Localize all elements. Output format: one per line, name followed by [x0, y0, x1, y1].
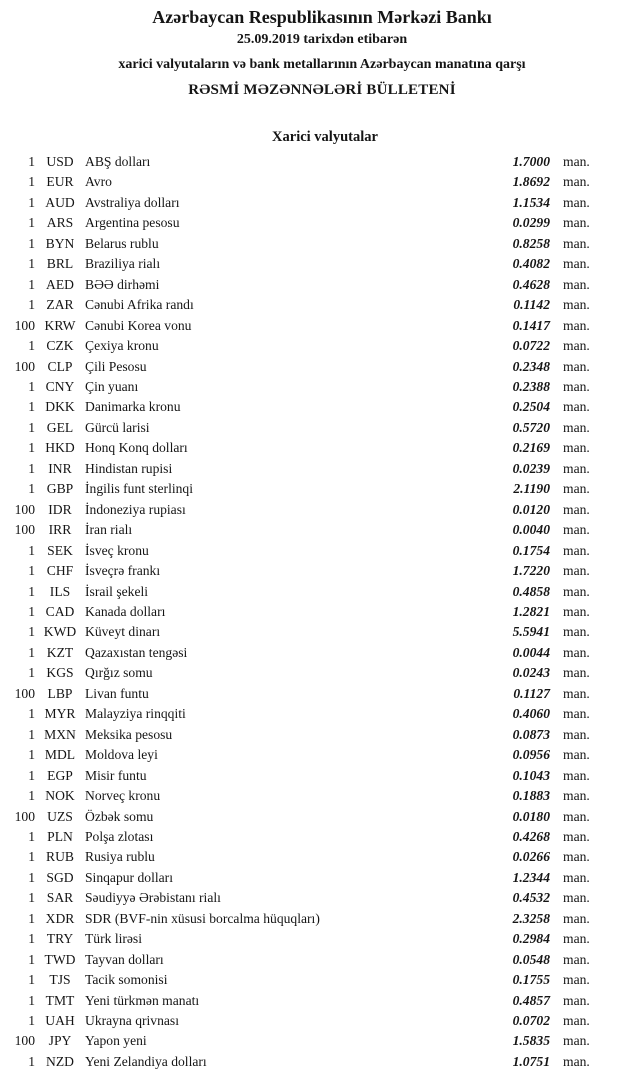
currency-quantity: 1: [28, 726, 35, 742]
unit-label: man.: [563, 583, 590, 599]
currency-name: Meksika pesosu: [85, 726, 173, 742]
unit-label: man.: [563, 828, 590, 844]
currency-quantity: 1: [28, 297, 35, 313]
currency-quantity: 1: [28, 951, 35, 967]
unit-label: man.: [563, 951, 590, 967]
unit-label: man.: [563, 706, 590, 722]
currency-quantity: 1: [28, 338, 35, 354]
currency-name: Tayvan dolları: [85, 951, 164, 967]
currency-rate: 1.5835: [512, 1033, 550, 1049]
currency-code: CHF: [46, 563, 74, 579]
currency-quantity: 1: [28, 624, 35, 640]
unit-label: man.: [563, 378, 590, 394]
currency-rate: 0.0239: [512, 460, 550, 476]
unit-label: man.: [563, 972, 590, 988]
currency-code: MXN: [44, 726, 76, 742]
currency-quantity: 100: [14, 808, 35, 824]
rate-row: [0, 786, 620, 806]
currency-rate: 0.0120: [512, 501, 550, 517]
currency-name: Yeni türkmən manatı: [85, 992, 200, 1008]
currency-name: SDR (BVF-nin xüsusi borcalma hüquqları): [85, 910, 320, 926]
unit-label: man.: [563, 235, 590, 251]
unit-label: man.: [563, 440, 590, 456]
currency-code: ILS: [49, 583, 71, 599]
currency-code: KWD: [43, 624, 77, 640]
rate-row: [0, 766, 620, 786]
currency-rate: 0.2348: [512, 358, 550, 374]
currency-quantity: 1: [28, 194, 35, 210]
currency-code: SEK: [47, 542, 73, 558]
unit-label: man.: [563, 931, 590, 947]
currency-quantity: 1: [28, 399, 35, 415]
currency-quantity: 1: [28, 931, 35, 947]
currency-name: Norveç kronu: [85, 788, 161, 804]
bulletin-header: [0, 0, 620, 103]
currency-rate: 0.5720: [512, 419, 550, 435]
rate-row: [0, 520, 620, 540]
currency-code: AED: [46, 276, 74, 292]
currency-quantity: 1: [28, 174, 35, 190]
currency-rate: 1.1534: [512, 194, 550, 210]
unit-label: man.: [563, 154, 590, 169]
currency-name: Avstraliya dolları: [85, 194, 180, 210]
currency-rate: 0.0040: [512, 522, 550, 538]
rate-row: [0, 970, 620, 990]
currency-code: CZK: [46, 338, 74, 354]
currency-rate: 1.2821: [512, 603, 550, 619]
currency-quantity: 1: [28, 603, 35, 619]
rate-row: [0, 929, 620, 949]
currency-rate: 0.0722: [512, 338, 550, 354]
rate-row: [0, 745, 620, 765]
unit-label: man.: [563, 665, 590, 681]
currency-rate: 0.0243: [512, 665, 550, 681]
currency-name: Argentina pesosu: [85, 215, 180, 231]
currency-rate: 0.0266: [512, 849, 550, 865]
unit-label: man.: [563, 174, 590, 190]
rate-row: [0, 684, 620, 704]
rate-row: [0, 193, 620, 213]
currency-quantity: 1: [28, 992, 35, 1008]
currency-rate: 0.2984: [512, 931, 550, 947]
currency-quantity: 1: [28, 563, 35, 579]
currency-rate: 1.7000: [512, 154, 550, 169]
currency-code: TRY: [46, 931, 74, 947]
unit-label: man.: [563, 603, 590, 619]
currency-quantity: 1: [28, 644, 35, 660]
rate-row: [0, 479, 620, 499]
currency-quantity: 1: [28, 419, 35, 435]
unit-label: man.: [563, 869, 590, 885]
currency-rate: 0.0956: [512, 747, 550, 763]
currency-rate: 0.1142: [513, 297, 550, 313]
unit-label: man.: [563, 215, 590, 231]
rate-row: [0, 213, 620, 233]
currency-code: CNY: [45, 378, 75, 394]
currency-rate: 0.4857: [512, 992, 550, 1008]
unit-label: man.: [563, 788, 590, 804]
currency-code: UZS: [47, 808, 73, 824]
unit-label: man.: [563, 501, 590, 517]
currency-quantity: 1: [28, 828, 35, 844]
currency-name: Yeni Zelandiya dolları: [85, 1053, 207, 1069]
rate-row: [0, 254, 620, 274]
currency-quantity: 100: [14, 685, 35, 701]
currency-name: Küveyt dinarı: [85, 624, 161, 640]
currency-code: LBP: [47, 685, 73, 701]
currency-quantity: 1: [28, 747, 35, 763]
currency-name: Rusiya rublu: [85, 849, 155, 865]
currency-name: Səudiyyə Ərəbistanı rialı: [85, 890, 221, 906]
currency-name: Polşa zlotası: [85, 828, 154, 844]
currency-quantity: 1: [28, 706, 35, 722]
unit-label: man.: [563, 276, 590, 292]
currency-rate: 1.0751: [512, 1053, 550, 1069]
currency-rate: 0.0044: [512, 644, 550, 660]
currency-rate: 2.3258: [512, 910, 550, 926]
rate-row: [0, 1052, 620, 1072]
rate-row: [0, 500, 620, 520]
currency-rate: 0.1755: [512, 972, 550, 988]
currency-quantity: 100: [14, 522, 35, 538]
currency-code: CAD: [45, 603, 75, 619]
currency-rate: 2.1190: [513, 481, 550, 497]
currency-code: NOK: [45, 788, 75, 804]
currency-quantity: 1: [28, 910, 35, 926]
currency-code: BYN: [45, 235, 75, 251]
currency-rate: 0.1417: [512, 317, 550, 333]
currency-quantity: 1: [28, 215, 35, 231]
currency-rate: 0.0873: [512, 726, 550, 742]
unit-label: man.: [563, 419, 590, 435]
currency-code: TWD: [44, 951, 76, 967]
currency-code: GEL: [46, 419, 74, 435]
rate-row: [0, 1011, 620, 1031]
currency-code: DKK: [45, 399, 75, 415]
currency-name: Ukrayna qrivnası: [85, 1013, 179, 1029]
currency-code: KZT: [46, 644, 74, 660]
rate-row: [0, 827, 620, 847]
rate-row: [0, 888, 620, 908]
currency-quantity: 100: [14, 1033, 35, 1049]
rate-row: [0, 807, 620, 827]
effective-date: 25.09.2019 tarixdən etibarən: [236, 32, 408, 47]
currency-code: MDL: [44, 747, 76, 763]
bank-name: Azərbaycan Respublikasının Mərkəzi Bankı: [152, 7, 492, 27]
unit-label: man.: [563, 338, 590, 354]
rate-row: [0, 316, 620, 336]
unit-label: man.: [563, 481, 590, 497]
currency-rate: 0.0180: [512, 808, 550, 824]
section-title-foreign-currencies: Xarici valyutalar: [272, 129, 378, 145]
currency-quantity: 1: [28, 972, 35, 988]
currency-name: Moldova leyi: [85, 747, 158, 763]
currency-rate: 0.4532: [512, 890, 550, 906]
currency-code: JPY: [48, 1033, 72, 1049]
currency-rate: 1.7220: [512, 563, 550, 579]
currency-name: Livan funtu: [85, 685, 149, 701]
rate-row: [0, 868, 620, 888]
rate-row: [0, 336, 620, 356]
unit-label: man.: [563, 563, 590, 579]
currency-rate: 0.4858: [512, 583, 550, 599]
currency-quantity: 1: [28, 378, 35, 394]
rate-row: [0, 582, 620, 602]
rate-row: [0, 643, 620, 663]
currency-rate: 0.4628: [512, 276, 550, 292]
currency-name: Qırğız somu: [85, 665, 153, 681]
currency-name: Honq Konq dolları: [85, 440, 188, 456]
rate-row: [0, 295, 620, 315]
currency-code: TMT: [45, 992, 75, 1008]
rate-row: [0, 357, 620, 377]
currency-quantity: 1: [28, 276, 35, 292]
rate-row: [0, 459, 620, 479]
unit-label: man.: [563, 890, 590, 906]
currency-rate: 1.8692: [512, 174, 550, 190]
unit-label: man.: [563, 297, 590, 313]
currency-code: GBP: [46, 481, 74, 497]
unit-label: man.: [563, 1013, 590, 1029]
currency-rate: 1.2344: [512, 869, 550, 885]
currency-quantity: 1: [28, 1053, 35, 1069]
unit-label: man.: [563, 317, 590, 333]
unit-label: man.: [563, 522, 590, 538]
currency-name: Misir funtu: [85, 767, 147, 783]
rate-row: [0, 561, 620, 581]
currency-quantity: 100: [14, 317, 35, 333]
currency-name: Çili Pesosu: [85, 358, 147, 374]
currency-code: ZAR: [46, 297, 74, 313]
currency-rate: 0.2169: [512, 440, 550, 456]
currency-name: Avro: [85, 174, 112, 190]
rate-row: [0, 622, 620, 642]
currency-rate: 0.8258: [512, 235, 550, 251]
rate-row: [0, 275, 620, 295]
currency-code: XDR: [45, 910, 75, 926]
currency-quantity: 1: [28, 767, 35, 783]
rate-row: [0, 152, 620, 172]
currency-quantity: 1: [28, 460, 35, 476]
currency-code: HKD: [45, 440, 75, 456]
unit-label: man.: [563, 542, 590, 558]
currency-quantity: 1: [28, 256, 35, 272]
currency-name: Çexiya kronu: [85, 338, 159, 354]
currency-code: SGD: [46, 869, 74, 885]
currency-code: TJS: [49, 972, 71, 988]
currency-code: INR: [48, 460, 72, 476]
currency-name: İsrail şekeli: [85, 583, 149, 599]
currency-code: MYR: [44, 706, 76, 722]
unit-label: man.: [563, 624, 590, 640]
currency-quantity: 1: [28, 440, 35, 456]
rate-row: [0, 725, 620, 745]
currency-quantity: 1: [28, 481, 35, 497]
rate-row: [0, 377, 620, 397]
currency-rate: 0.4060: [512, 706, 550, 722]
currency-name: Türk lirəsi: [85, 931, 143, 947]
currency-code: EUR: [46, 174, 74, 190]
unit-label: man.: [563, 685, 590, 701]
unit-label: man.: [563, 910, 590, 926]
unit-label: man.: [563, 992, 590, 1008]
currency-quantity: 1: [28, 583, 35, 599]
currency-code: UAH: [45, 1013, 75, 1029]
unit-label: man.: [563, 644, 590, 660]
currency-name: Yapon yeni: [85, 1033, 147, 1049]
currency-code: AUD: [45, 194, 75, 210]
rate-row: [0, 1031, 620, 1051]
unit-label: man.: [563, 849, 590, 865]
currency-name: İran rialı: [85, 522, 133, 538]
currency-quantity: 100: [14, 358, 35, 374]
currency-name: Qazaxıstan tengəsi: [85, 644, 188, 660]
unit-label: man.: [563, 194, 590, 210]
currency-code: KGS: [46, 665, 74, 681]
currency-name: İndoneziya rupiası: [85, 501, 186, 517]
rate-row: [0, 397, 620, 417]
bulletin-title: RƏSMİ MƏZƏNNƏLƏRİ BÜLLETENİ: [188, 82, 456, 98]
currency-code: KRW: [44, 317, 76, 333]
currency-name: Belarus rublu: [85, 235, 159, 251]
currency-rate: 0.1754: [512, 542, 550, 558]
currency-code: CLP: [47, 358, 73, 374]
currency-code: ARS: [46, 215, 74, 231]
currency-name: Çin yuanı: [85, 378, 139, 394]
currency-quantity: 1: [28, 869, 35, 885]
currency-name: İngilis funt sterlinqi: [85, 481, 193, 497]
rate-row: [0, 418, 620, 438]
unit-label: man.: [563, 726, 590, 742]
subject-line: xarici valyutaların və bank metallarının Azərbaycan manatına qarşı: [118, 57, 526, 72]
rate-row: [0, 663, 620, 683]
currency-quantity: 1: [28, 890, 35, 906]
rate-row: [0, 909, 620, 929]
rate-row: [0, 438, 620, 458]
unit-label: man.: [563, 767, 590, 783]
unit-label: man.: [563, 1033, 590, 1049]
currency-quantity: 1: [28, 154, 35, 169]
currency-quantity: 100: [14, 501, 35, 517]
currency-name: Danimarka kronu: [85, 399, 181, 415]
currency-rate: 0.1043: [512, 767, 550, 783]
currency-rate: 5.5941: [512, 624, 550, 640]
unit-label: man.: [563, 1053, 590, 1069]
currency-rate: 0.0548: [512, 951, 550, 967]
currency-name: Tacik somonisi: [85, 972, 168, 988]
currency-name: İsveçrə frankı: [85, 563, 161, 579]
currency-name: Özbək somu: [85, 808, 154, 824]
currency-name: Cənubi Korea vonu: [85, 317, 192, 333]
currency-rate: 0.1127: [513, 685, 550, 701]
currency-rate: 0.0299: [512, 215, 550, 231]
currency-quantity: 1: [28, 665, 35, 681]
currency-code: IDR: [48, 501, 72, 517]
currency-code: RUB: [46, 849, 74, 865]
currency-rate: 0.1883: [512, 788, 550, 804]
currency-code: BRL: [46, 256, 74, 272]
currency-name: Malayziya rinqqiti: [85, 706, 186, 722]
currency-code: SAR: [46, 890, 74, 906]
currency-code: PLN: [47, 828, 73, 844]
unit-label: man.: [563, 808, 590, 824]
currency-rate: 0.0702: [512, 1013, 550, 1029]
currency-quantity: 1: [28, 849, 35, 865]
currency-quantity: 1: [28, 788, 35, 804]
currency-quantity: 1: [28, 1013, 35, 1029]
currency-rate: 0.4082: [512, 256, 550, 272]
currency-rate: 0.4268: [512, 828, 550, 844]
currency-quantity: 1: [28, 542, 35, 558]
currency-quantity: 1: [28, 235, 35, 251]
unit-label: man.: [563, 399, 590, 415]
currency-name: Cənubi Afrika randı: [85, 297, 194, 313]
currency-name: Hindistan rupisi: [85, 460, 173, 476]
rate-row: [0, 541, 620, 561]
unit-label: man.: [563, 747, 590, 763]
currency-name: ABŞ dolları: [85, 154, 151, 169]
currency-code: NZD: [46, 1053, 74, 1069]
rate-row: [0, 172, 620, 192]
currency-name: BƏƏ dirhəmi: [85, 276, 160, 292]
rate-row: [0, 847, 620, 867]
currency-rate: 0.2504: [512, 399, 550, 415]
currency-code: EGP: [47, 767, 73, 783]
currency-code: USD: [46, 154, 74, 169]
currency-name: Kanada dolları: [85, 603, 166, 619]
currency-rate: 0.2388: [512, 378, 550, 394]
rate-row: [0, 602, 620, 622]
exchange-rates-table: [0, 152, 620, 1072]
currency-name: Gürcü larisi: [85, 419, 150, 435]
currency-name: Sinqapur dolları: [85, 869, 173, 885]
unit-label: man.: [563, 358, 590, 374]
currency-name: İsveç kronu: [85, 542, 149, 558]
unit-label: man.: [563, 460, 590, 476]
rate-row: [0, 234, 620, 254]
currency-code: IRR: [48, 522, 72, 538]
unit-label: man.: [563, 256, 590, 272]
rate-row: [0, 991, 620, 1011]
rate-row: [0, 704, 620, 724]
rate-row: [0, 950, 620, 970]
currency-name: Braziliya rialı: [85, 256, 161, 272]
